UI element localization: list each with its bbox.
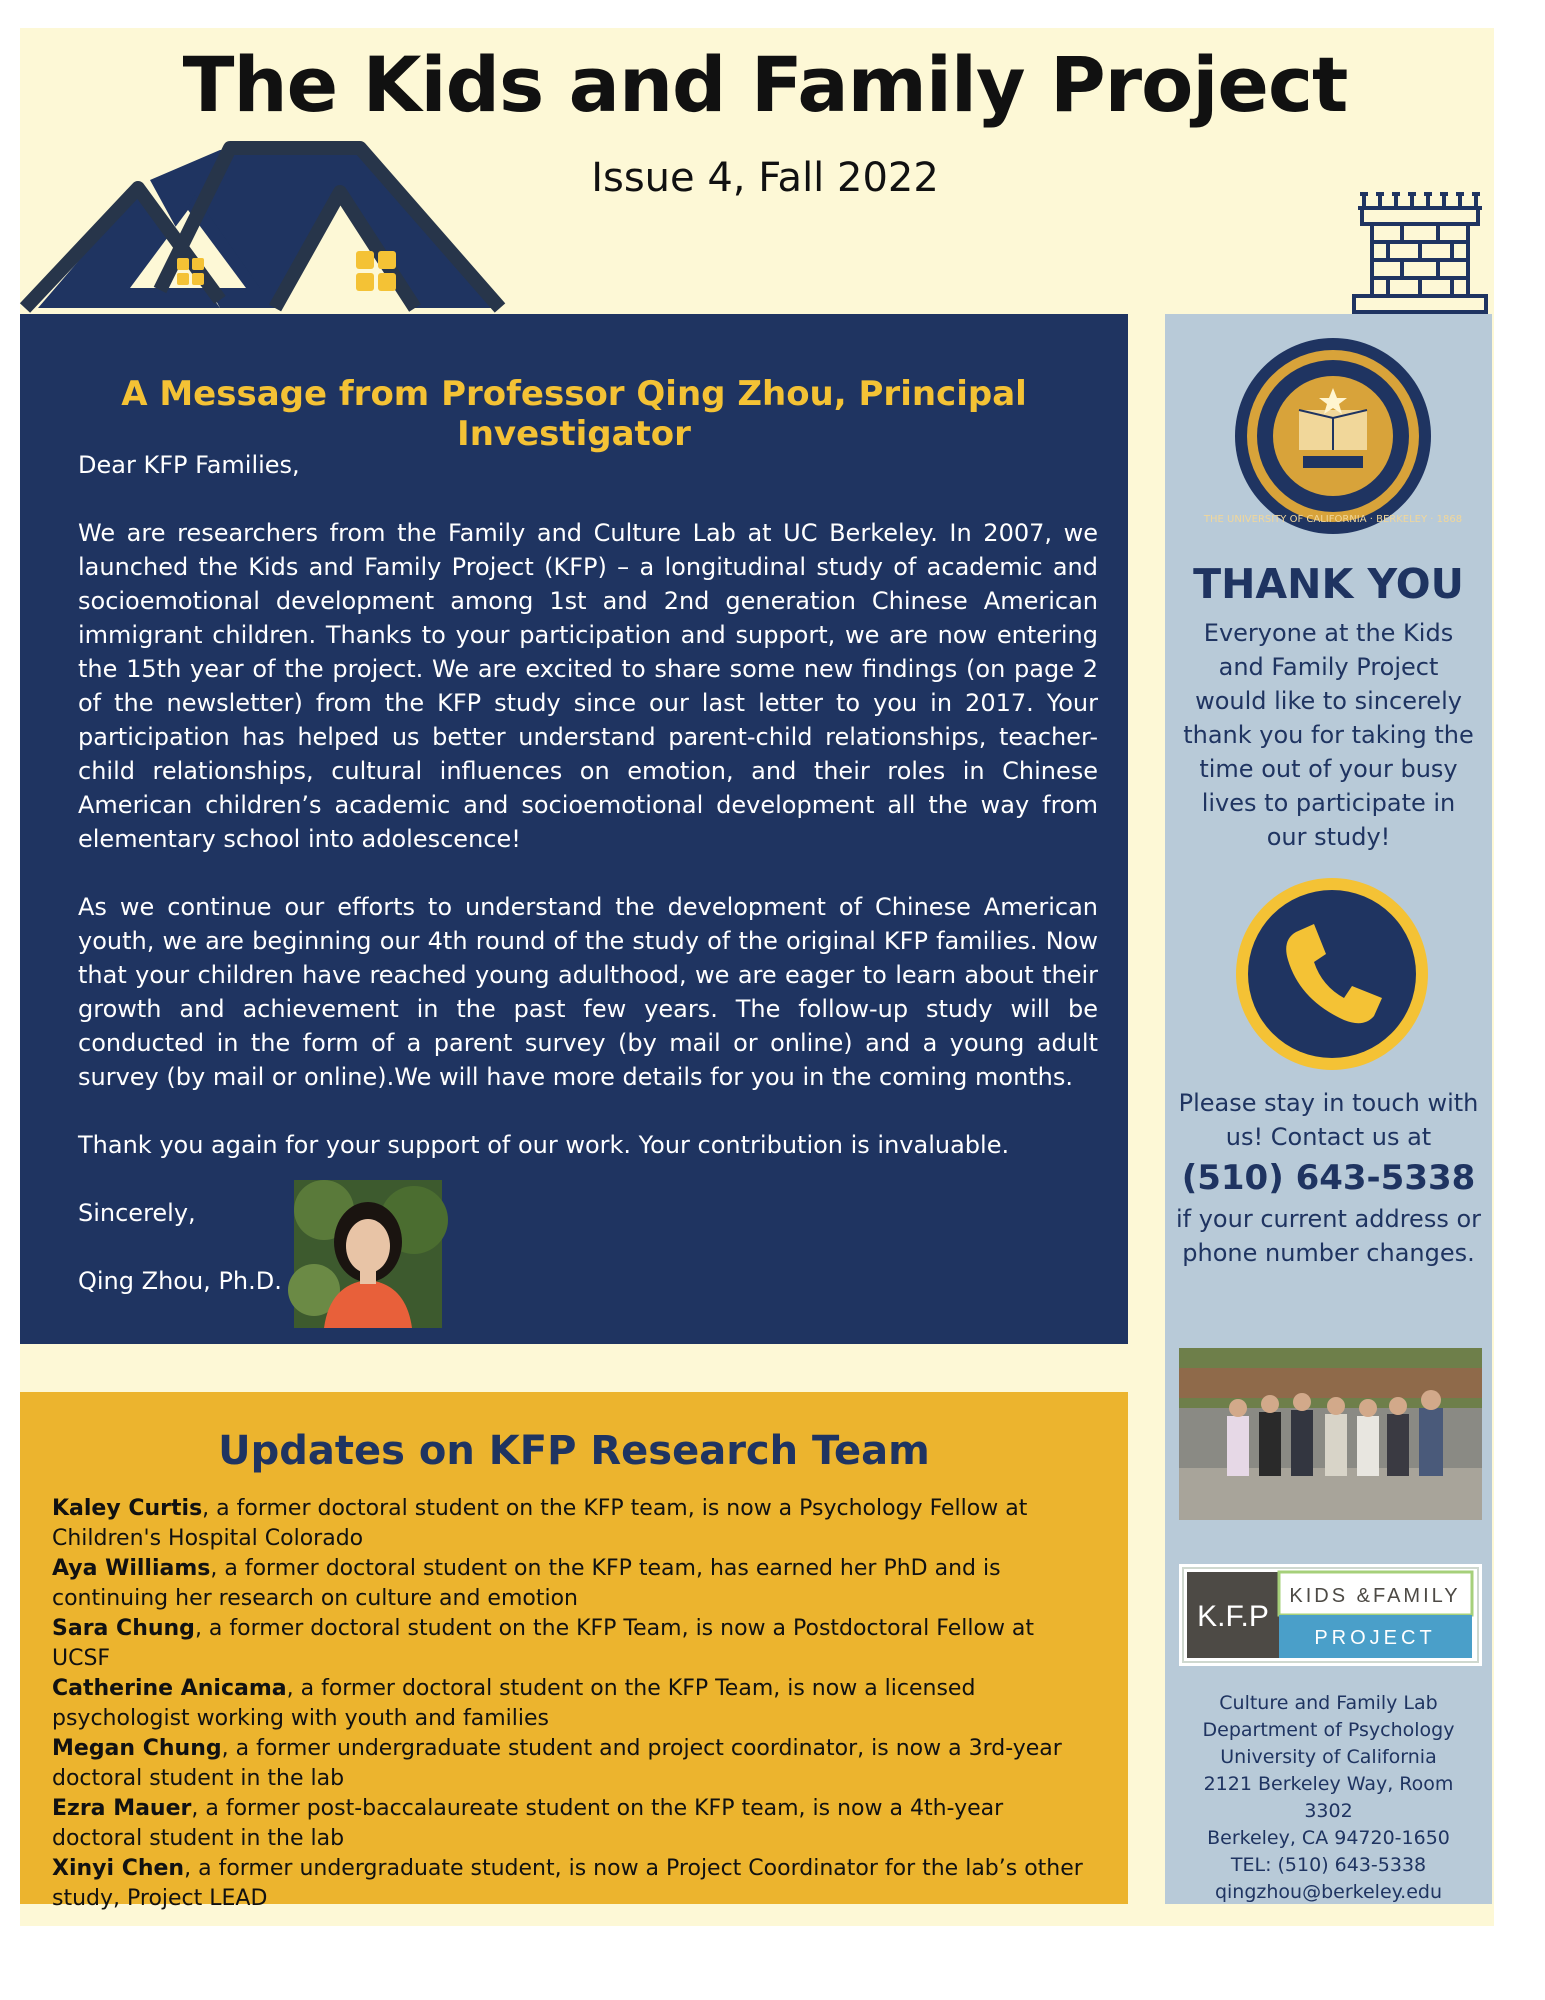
member-update: , a former doctoral student on the KFP Team, is now a licensed psychologist working with youth and families bbox=[52, 1676, 976, 1731]
message-signature: Qing Zhou, Ph.D. bbox=[78, 1267, 282, 1295]
email-link[interactable]: qingzhou@berkeley.edu bbox=[1214, 1881, 1443, 1903]
house-roof-icon bbox=[20, 140, 505, 315]
kfp-logo-line2: PROJECT bbox=[1314, 1627, 1436, 1649]
address-line[interactable]: TEL: (510) 643-5338 bbox=[1230, 1854, 1427, 1876]
list-item bbox=[52, 1734, 1092, 1794]
address-line: 2121 Berkeley Way, Room bbox=[1203, 1773, 1454, 1795]
uc-berkeley-seal-icon bbox=[1203, 336, 1463, 536]
thank-you-text: Everyone at the Kids and Family Project would like to sincerely thank you for taking the time out of your busy lives to participate in our study! bbox=[1183, 619, 1474, 851]
member-update: , a former doctoral student on the KFP Team, is now a Postdoctoral Fellow at UCSF bbox=[52, 1616, 1035, 1671]
updates-list bbox=[52, 1494, 1092, 1914]
address-line: Berkeley, CA 94720-1650 bbox=[1207, 1827, 1450, 1849]
member-name: Megan Chung bbox=[52, 1736, 222, 1761]
member-name: Kaley Curtis bbox=[52, 1496, 203, 1521]
contact-block bbox=[1175, 1086, 1482, 1270]
message-body bbox=[78, 448, 1098, 1298]
thank-you-title: THANK YOU bbox=[1193, 560, 1464, 608]
list-item bbox=[52, 1614, 1092, 1674]
message-greeting: Dear KFP Families, bbox=[78, 451, 300, 479]
address-line: 3302 bbox=[1304, 1800, 1353, 1822]
team-updates-panel bbox=[20, 1392, 1128, 1911]
address-line: University of California bbox=[1220, 1746, 1437, 1768]
list-item bbox=[52, 1794, 1092, 1854]
member-name: Catherine Anicama bbox=[52, 1676, 287, 1701]
address-line: Department of Psychology bbox=[1202, 1719, 1455, 1741]
member-update: , a former undergraduate student and project coordinator, is now a 3rd-year doctoral student in the lab bbox=[52, 1736, 1062, 1791]
message-paragraph: Thank you again for your support of our work. Your contribution is invaluable. bbox=[78, 1131, 1010, 1159]
kfp-logo-abbrev: K.F.P bbox=[1197, 1600, 1269, 1633]
list-item bbox=[52, 1854, 1092, 1914]
phone-number[interactable]: (510) 643-5338 bbox=[1181, 1158, 1476, 1198]
list-item bbox=[52, 1674, 1092, 1734]
message-heading: A Message from Professor Qing Zhou, Principal Investigator bbox=[121, 374, 1027, 454]
kfp-logo bbox=[1179, 1564, 1482, 1666]
team-group-photo bbox=[1179, 1348, 1482, 1520]
page-title: The Kids and Family Project bbox=[182, 40, 1348, 129]
list-item bbox=[52, 1494, 1092, 1554]
lab-address bbox=[1175, 1690, 1482, 1906]
professor-portrait-photo bbox=[294, 1180, 442, 1328]
member-update: , a former post-baccalaureate student on the KFP team, is now a 4th-year doctoral student in the lab bbox=[52, 1796, 1004, 1851]
member-update: , a former undergraduate student, is now a Project Coordinator for the lab’s other study, Project LEAD bbox=[52, 1856, 1083, 1911]
address-line: Culture and Family Lab bbox=[1219, 1692, 1438, 1714]
message-closing: Sincerely, bbox=[78, 1199, 196, 1227]
member-update: , a former doctoral student on the KFP team, has earned her PhD and is continuing her research on culture and emotion bbox=[52, 1556, 1001, 1611]
chimney-icon bbox=[1350, 178, 1490, 315]
member-name: Ezra Mauer bbox=[52, 1796, 192, 1821]
issue-label: Issue 4, Fall 2022 bbox=[591, 155, 939, 201]
updates-heading: Updates on KFP Research Team bbox=[218, 1428, 930, 1474]
kfp-logo-graphic bbox=[1179, 1564, 1482, 1666]
kfp-logo-line1: KIDS &FAMILY bbox=[1289, 1585, 1461, 1607]
member-name: Sara Chung bbox=[52, 1616, 195, 1641]
message-paragraph: We are researchers from the Family and Culture Lab at UC Berkeley. In 2007, we launched the Kids and Family Project (KFP) – a longitudinal study of academic and socioemotional development among 1st and 2nd generation Chinese American immigrant children. Thanks to your participation and support, we are now entering the 15th year of the project. We are excited to share some new findings (on page 2 of the newsletter) from the KFP study since our last letter to you in 2017. Your participation has helped us better understand parent-child relationships, teacher-child relationships, cultural influences on emotion, and their roles in Chinese American children’s academic and socioemotional development all the way from elementary school into adolescence! bbox=[78, 519, 1098, 853]
phone-icon bbox=[1232, 874, 1432, 1074]
sidebar bbox=[1165, 314, 1492, 1904]
member-name: Aya Williams bbox=[52, 1556, 211, 1581]
contact-outro: if your current address or phone number changes. bbox=[1175, 1205, 1481, 1267]
list-item bbox=[52, 1554, 1092, 1614]
pi-message-panel bbox=[20, 314, 1128, 1344]
member-name: Xinyi Chen bbox=[52, 1856, 185, 1881]
member-update: , a former doctoral student on the KFP team, is now a Psychology Fellow at Children's Hospital Colorado bbox=[52, 1496, 1028, 1551]
contact-intro: Please stay in touch with us! Contact us at bbox=[1178, 1089, 1479, 1151]
seal-text: THE UNIVERSITY OF CALIFORNIA · BERKELEY · 1868 bbox=[1203, 514, 1463, 525]
message-paragraph: As we continue our efforts to understand the development of Chinese American youth, we are beginning our 4th round of the study of the original KFP families. Now that your children have reached young adulthood, we are eager to learn about their growth and achievement in the past few years. The follow-up study will be conducted in the form of a parent survey (by mail or online) and a young adult survey (by mail or online).We will have more details for you in the coming months. bbox=[78, 893, 1098, 1091]
